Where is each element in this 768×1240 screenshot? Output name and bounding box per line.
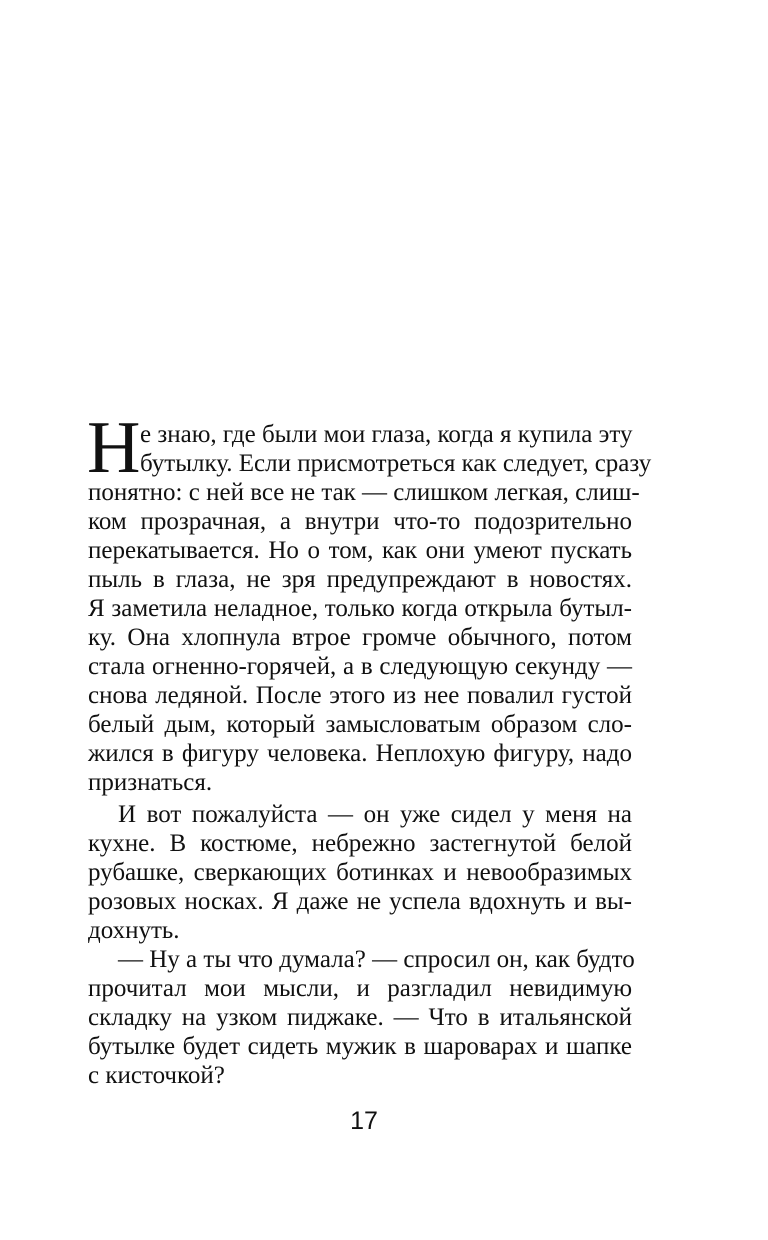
text-line: жился в фигуру человека. Неплохую фигуру, надо <box>88 740 632 767</box>
text-line: бутылке будет сидеть мужик в шароварах и шапке <box>88 1033 632 1060</box>
text-line: признаться. <box>88 769 213 796</box>
text-line: — Ну а ты что думала? — спросил он, как будто <box>118 946 635 973</box>
text-line: бутылку. Если присмотреться как следует, сразу <box>140 450 652 477</box>
text-line: пыль в глаза, не зря предупреждают в новостях. <box>88 566 632 593</box>
text-line: складку на узком пиджаке. — Что в итальянской <box>88 1004 632 1031</box>
text-line: понятно: с ней все не так — слишком легкая, слиш- <box>88 479 640 506</box>
drop-cap: Н <box>87 407 141 489</box>
text-line: розовых носках. Я даже не успела вдохнуть и вы- <box>88 888 632 915</box>
text-line: белый дым, который замысловатым образом сло- <box>88 711 632 738</box>
text-line: прочитал мои мысли, и разгладил невидимую <box>88 975 632 1002</box>
page-number: 17 <box>350 1107 378 1135</box>
text-line: И вот пожалуйста — он уже сидел у меня на <box>118 801 632 828</box>
text-line: ком прозрачная, а внутри что-то подозрительно <box>88 508 632 535</box>
text-line: снова ледяной. После этого из нее повалил густой <box>88 682 632 709</box>
text-line: е знаю, где были мои глаза, когда я купила эту <box>140 421 633 448</box>
text-line: ку. Она хлопнула втрое громче обычного, потом <box>88 624 632 651</box>
text-line: перекатывается. Но о том, как они умеют пускать <box>88 537 632 564</box>
text-line: стала огненно-горячей, а в следующую секунду — <box>88 653 632 680</box>
text-line: Я заметила неладное, только когда открыла бутыл- <box>88 595 632 622</box>
text-line: дохнуть. <box>88 917 180 944</box>
text-line: кухне. В костюме, небрежно застегнутой белой <box>88 830 632 857</box>
text-line: рубашке, сверкающих ботинках и невообразимых <box>88 859 632 886</box>
text-line: с кисточкой? <box>88 1062 225 1089</box>
